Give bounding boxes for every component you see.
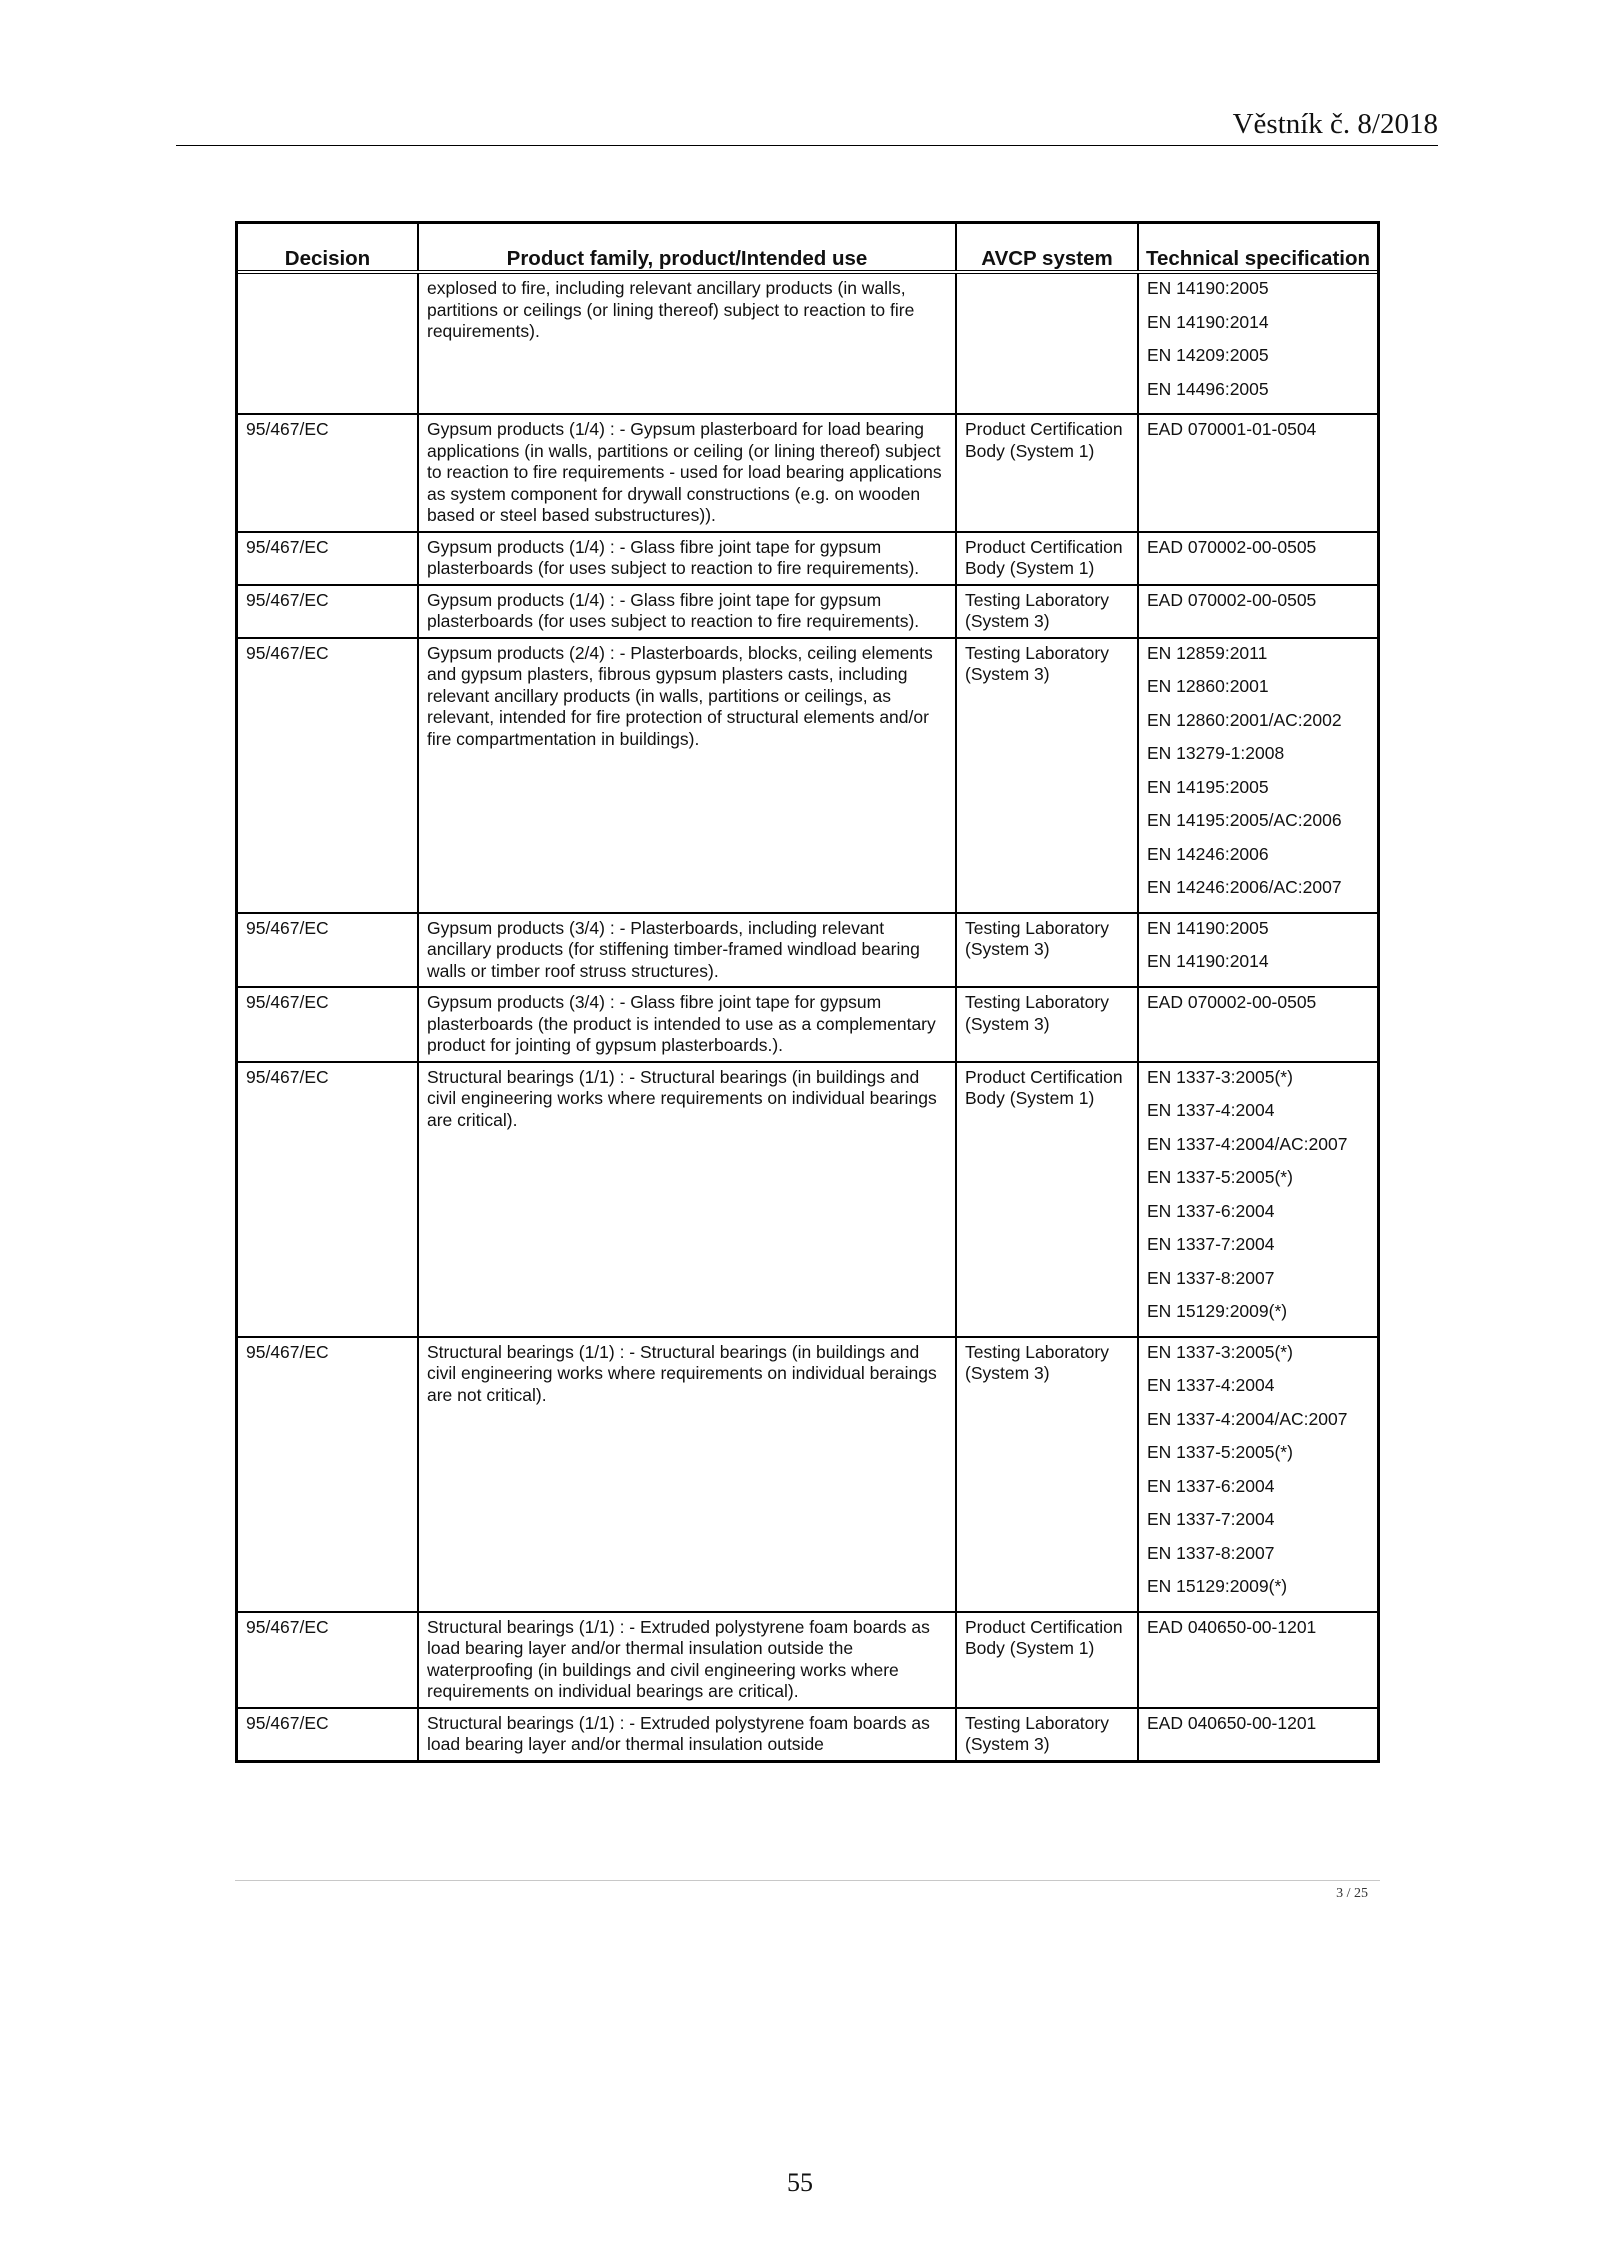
specification-item: EN 1337-5:2005(*) [1147,1167,1293,1187]
product-cell: Structural bearings (1/1) : - Extruded polystyrene foam boards as load bearing layer and/or thermal insulation outside [418,1708,956,1760]
specification-item: EAD 070002-00-0505 [1147,992,1317,1012]
product-cell: Gypsum products (1/4) : - Gypsum plasterboard for load bearing applications (in walls, partitions or ceiling (or lining thereof) subject to reaction to fire requirements - used for load bearing applications as system component for drywall constructions (e.g. on wooden based or steel based substructures)). [418,414,956,532]
specification-item: EN 1337-7:2004 [1147,1509,1275,1529]
page-index: 3 / 25 [1336,1886,1368,1901]
specification-item: EN 14209:2005 [1147,345,1269,365]
specification-item: EN 14246:2006 [1147,843,1269,864]
decision-cell: 95/467/EC [238,1062,418,1337]
specification-item: EN 13279-1:2008 [1147,743,1285,763]
table-row [238,585,1377,638]
specification-item: EN 14195:2005/AC:2006 [1147,810,1342,830]
table-row [238,272,1377,414]
specification-item: EN 14190:2014 [1147,951,1269,971]
specification-item: EAD 070001-01-0504 [1147,419,1317,439]
specification-item: EN 1337-4:2004 [1147,1100,1275,1120]
specification-item: EN 1337-3:2005(*) [1147,1341,1293,1362]
avcp-cell: Product Certification Body (System 1) [956,1062,1138,1337]
specification-item: EN 14496:2005 [1147,378,1269,399]
avcp-cell: Testing Laboratory (System 3) [956,987,1138,1062]
table-header-row [238,224,1377,272]
avcp-cell: Testing Laboratory (System 3) [956,1708,1138,1760]
decision-cell [238,272,418,414]
decision-cell: 95/467/EC [238,532,418,585]
specification-item: EN 14246:2006/AC:2007 [1147,877,1342,897]
product-cell: Gypsum products (1/4) : - Glass fibre joint tape for gypsum plasterboards (for uses subject to reaction to fire requirements). [418,532,956,585]
specification-item: EAD 040650-00-1201 [1147,1712,1317,1733]
product-cell: Structural bearings (1/1) : - Structural bearings (in buildings and civil engineering works where requirements on individual bearings are critical). [418,1062,956,1337]
specification-item: EN 1337-8:2007 [1147,1542,1275,1563]
decision-cell: 95/467/EC [238,1708,418,1760]
avcp-cell: Product Certification Body (System 1) [956,414,1138,532]
technical-specification-cell [1138,913,1377,988]
specification-item: EN 1337-4:2004 [1147,1375,1275,1395]
specification-item: EN 1337-6:2004 [1147,1475,1275,1496]
specification-item: EN 15129:2009(*) [1147,1576,1288,1596]
specification-item: EN 1337-7:2004 [1147,1234,1275,1254]
specification-item: EN 15129:2009(*) [1147,1301,1288,1321]
table-row [238,987,1377,1062]
specification-item: EN 14190:2005 [1147,278,1269,298]
specification-item: EN 1337-4:2004/AC:2007 [1147,1408,1348,1429]
decision-cell: 95/467/EC [238,585,418,638]
decision-cell: 95/467/EC [238,414,418,532]
footer-divider [235,1880,1380,1881]
specification-item: EN 1337-5:2005(*) [1147,1442,1293,1462]
product-cell: Structural bearings (1/1) : - Structural bearings (in buildings and civil engineering works where requirements on individual beraings are not critical). [418,1337,956,1612]
page-header-title: Věstník č. 8/2018 [1232,108,1438,140]
specification-item: EN 12860:2001/AC:2002 [1147,709,1342,730]
avcp-cell: Product Certification Body (System 1) [956,532,1138,585]
specification-item: EN 1337-8:2007 [1147,1267,1275,1288]
decisions-table [235,221,1380,1763]
technical-specification-cell [1138,272,1377,414]
column-header-technical-specification: Technical specification [1138,224,1377,272]
header-divider [176,145,1438,146]
product-cell: explosed to fire, including relevant ancillary products (in walls, partitions or ceilings (or lining thereof) subject to reaction to fire requirements). [418,272,956,414]
avcp-cell: Testing Laboratory (System 3) [956,1337,1138,1612]
specification-item: EAD 040650-00-1201 [1147,1616,1317,1637]
technical-specification-cell [1138,585,1377,638]
technical-specification-cell [1138,1612,1377,1708]
avcp-cell: Testing Laboratory (System 3) [956,638,1138,913]
column-header-product: Product family, product/Intended use [418,224,956,272]
decision-cell: 95/467/EC [238,987,418,1062]
technical-specification-cell [1138,1708,1377,1760]
table-row [238,532,1377,585]
avcp-cell: Product Certification Body (System 1) [956,1612,1138,1708]
specification-item: EN 1337-3:2005(*) [1147,1066,1293,1087]
technical-specification-cell [1138,638,1377,913]
table-row [238,913,1377,988]
technical-specification-cell [1138,987,1377,1062]
technical-specification-cell [1138,1062,1377,1337]
decision-cell: 95/467/EC [238,1612,418,1708]
specification-item: EAD 070002-00-0505 [1147,536,1317,557]
table-row [238,1337,1377,1612]
specification-item: EN 14195:2005 [1147,776,1269,797]
technical-specification-cell [1138,532,1377,585]
page-number: 55 [787,2168,813,2197]
decision-cell: 95/467/EC [238,1337,418,1612]
decision-cell: 95/467/EC [238,913,418,988]
avcp-cell [956,272,1138,414]
specification-item: EN 14190:2014 [1147,311,1269,332]
product-cell: Gypsum products (1/4) : - Glass fibre joint tape for gypsum plasterboards (for uses subject to reaction to fire requirements). [418,585,956,638]
specification-item: EAD 070002-00-0505 [1147,589,1317,610]
product-cell: Gypsum products (3/4) : - Glass fibre joint tape for gypsum plasterboards (the product is intended to use as a complementary product for jointing of gypsum plasterboards.). [418,987,956,1062]
table-body [238,272,1377,1760]
table-row [238,1708,1377,1760]
specification-item: EN 12860:2001 [1147,676,1269,696]
specification-item: EN 1337-4:2004/AC:2007 [1147,1133,1348,1154]
specification-item: EN 1337-6:2004 [1147,1200,1275,1221]
column-header-avcp: AVCP system [956,224,1138,272]
technical-specification-cell [1138,414,1377,532]
product-cell: Gypsum products (2/4) : - Plasterboards, blocks, ceiling elements and gypsum plasters, fibrous gypsum plasters casts, including relevant ancillary products (in walls, partitions or ceilings, as relevant, intended for fire protection of structural elements and/or fire compartmentation in buildings). [418,638,956,913]
avcp-cell: Testing Laboratory (System 3) [956,585,1138,638]
table-row [238,1612,1377,1708]
table-row [238,638,1377,913]
avcp-cell: Testing Laboratory (System 3) [956,913,1138,988]
specification-item: EN 14190:2005 [1147,917,1269,938]
decision-cell: 95/467/EC [238,638,418,913]
specification-item: EN 12859:2011 [1147,642,1268,663]
product-cell: Structural bearings (1/1) : - Extruded polystyrene foam boards as load bearing layer and/or thermal insulation outside the waterproofing (in buildings and civil engineering works where requirements on individual bearings are critical). [418,1612,956,1708]
table-row [238,1062,1377,1337]
column-header-decision: Decision [238,224,418,272]
technical-specification-cell [1138,1337,1377,1612]
product-cell: Gypsum products (3/4) : - Plasterboards, including relevant ancillary products (for stiffening timber-framed windload bearing walls or timber roof struss structures). [418,913,956,988]
table-row [238,414,1377,532]
